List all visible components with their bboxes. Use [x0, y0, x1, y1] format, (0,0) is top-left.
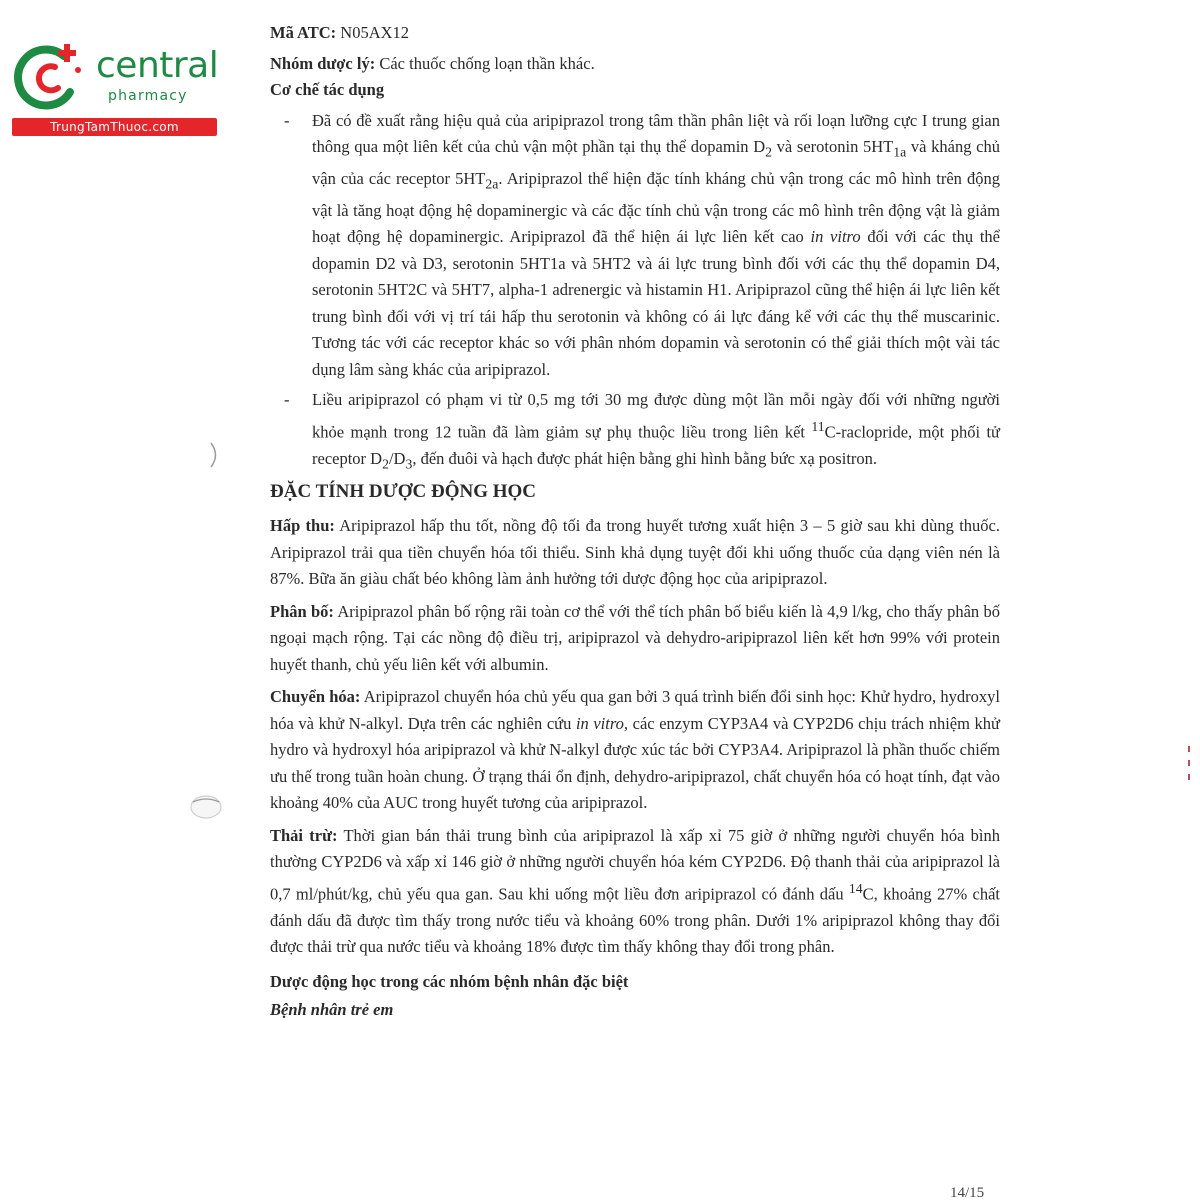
subscript: 1a: [893, 144, 907, 160]
elimination-label: Thải trừ:: [270, 825, 338, 845]
pediatric-subheading: Bệnh nhân trẻ em: [270, 1000, 394, 1020]
subscript: 2: [382, 455, 389, 471]
punch-hole-mark-icon: [208, 440, 222, 470]
absorption-label: Hấp thu:: [270, 516, 335, 536]
atc-code-line: [270, 20, 1000, 47]
text-segment: Liều aripiprazol có phạm vi từ 0,5 mg tới 30 mg được dùng một lần mỗi ngày đối với những người khỏe mạnh trong 12 tuần đã làm giảm sự phụ thuộc liều trong liên kết: [312, 390, 1000, 442]
distribution-label: Phân bố:: [270, 601, 334, 621]
superscript: 14: [848, 880, 863, 896]
metabolism-label: Chuyển hóa:: [270, 687, 361, 707]
text-segment: các enzym CYP3A4 và CYP2D6 chịu trách nhiệm khử hydro và hydroxyl hóa aripiprazol và khử N-alkyl được xúc tác bởi CYP3A4. Aripiprazol là phần thuốc chiếm ưu thế trong tuần hoàn chung. Ở trạng thái ổn định, dehydro-aripiprazol, chất chuyển hóa có hoạt tính, đạt vào khoảng 40% của AUC trong huyết tương của aripiprazol.: [270, 713, 1000, 813]
italic-term: in vitro: [810, 227, 861, 247]
superscript: 11: [811, 418, 825, 434]
text-segment: Aripiprazol chuyển hóa chủ yếu qua gan bởi 3 quá trình biến đổi sinh học: Khử hydro, hydroxyl hóa và khử N-alkyl. Dựa trên các nghiên cứu: [270, 687, 1000, 733]
pharmacologic-group-line: [270, 51, 1000, 78]
pharmacokinetics-heading: ĐẶC TÍNH DƯỢC ĐỘNG HỌC: [270, 481, 537, 503]
text-segment: và serotonin 5HT: [772, 137, 894, 156]
absorption-text: Aripiprazol hấp thu tốt, nồng độ tối đa trong huyết tương xuất hiện 3 – 5 giờ sau khi dùng thuốc. Aripiprazol trải qua tiền chuyển hóa tối thiểu. Sinh khả dụng tuyệt đối khi uống thuốc của dạng viên nén là 87%. Bữa ăn giàu chất béo không làm ảnh hưởng tới dược động học của aripiprazol.: [270, 516, 1000, 589]
pharmacy-cross-logo-icon: [8, 36, 88, 116]
text-segment: . Aripiprazol thể hiện đặc tính kháng chủ vận trong các mô hình trên động vật là tăng hoạt động hệ dopaminergic và các đặc tính chủ vận trong các mô hình trên động vật là giảm hoạt động hệ dopaminergic. Aripiprazol đã thể hiện ái lực liên kết cao: [312, 168, 1001, 247]
document-body: [270, 20, 1000, 1024]
mechanism-bullet-1: [270, 108, 1000, 384]
text-segment: và kháng chủ vận của các receptor 5HT: [312, 137, 1000, 188]
bullet-dash: -: [284, 110, 290, 130]
text-segment: đối với các thụ thể dopamin D2 và D3, serotonin 5HT1a và 5HT2 và ái lực trung bình đối với các thụ thể dopamin D4, serotonin 5HT2C và 5HT7, alpha-1 adrenergic và histamin H1. Aripiprazol cũng thể hiện ái lực liên kết trung bình đối với vị trí tái hấp thu serotonin và không có ái lực đáng kể với các thụ thể muscarinic. Tương tác với các receptor khác so với phân nhóm dopamin và serotonin có thể giải thích một vài tác dụng lâm sàng khác của aripiprazol.: [312, 227, 1000, 379]
italic-term: in vitro,: [575, 713, 629, 733]
text-segment: C, khoảng 27% chất đánh dấu đã được tìm thấy trong nước tiểu và khoảng 60% trong phân. Dưới 1% aripiprazol không thay đổi được thải trừ qua nước tiểu và khoảng 18% được tìm thấy không thay đổi trong phân.: [270, 884, 1000, 957]
punch-hole-mark-icon: [188, 792, 224, 822]
distribution-text: Aripiprazol phân bố rộng rãi toàn cơ thể với thể tích phân bố biểu kiến là 4,9 l/kg, cho thấy phân bố ngoại mạch rộng. Tại các nồng độ điều trị, aripiprazol và dehydro-aripiprazol liên kết hơn 99% với protein huyết thanh, chủ yếu liên kết với albumin.: [270, 601, 1000, 674]
text-segment: , đến đuôi và hạch được phát hiện bằng ghi hình bằng bức xạ positron.: [412, 448, 878, 468]
group-label: Nhóm dược lý:: [270, 53, 376, 73]
subscript: 3: [405, 455, 413, 471]
logo-website: TrungTamThuoc.com: [12, 118, 217, 136]
logo-brand-name: central: [96, 45, 219, 86]
subscript: 2: [765, 144, 772, 160]
central-pharmacy-logo: [8, 36, 218, 136]
logo-subtitle: pharmacy: [108, 88, 188, 104]
page-number: 14/15: [950, 1185, 985, 1201]
mechanism-heading: Cơ chế tác dụng: [270, 80, 385, 99]
text-segment: C-raclopride, một phối tử receptor D: [312, 422, 1000, 468]
group-value: Các thuốc chống loạn thần khác.: [379, 53, 595, 73]
metabolism-paragraph: [270, 684, 1000, 817]
bullet-dash: -: [284, 390, 290, 410]
atc-label: Mã ATC:: [270, 23, 337, 42]
elimination-paragraph: [270, 823, 1000, 961]
subscript: 2a: [485, 176, 499, 192]
atc-value: N05AX12: [340, 23, 410, 42]
text-segment: Thời gian bán thải trung bình của aripiprazol là xấp xỉ 75 giờ ở những người chuyển hóa bình thường CYP2D6 và xấp xỉ 146 giờ ở những người chuyển hóa kém CYP2D6. Độ thanh thải của aripiprazol là 0,7 ml/phút/kg, chủ yếu qua gan. Sau khi uống một liều đơn aripiprazol có đánh dấu: [270, 825, 1000, 904]
distribution-paragraph: [270, 599, 1000, 679]
absorption-paragraph: [270, 513, 1000, 593]
special-populations-heading: Dược động học trong các nhóm bệnh nhân đặc biệt: [270, 971, 629, 991]
scan-edge-mark-icon: [1186, 744, 1192, 784]
text-segment: /D: [388, 448, 406, 468]
mechanism-bullet-2: [270, 387, 1000, 477]
text-segment: Đã có đề xuất rằng hiệu quả của aripiprazol trong tâm thần phân liệt và rối loạn lưỡng cực I trung gian thông qua một liên kết của chủ vận một phần tại thụ thể dopamin D: [312, 110, 1000, 156]
